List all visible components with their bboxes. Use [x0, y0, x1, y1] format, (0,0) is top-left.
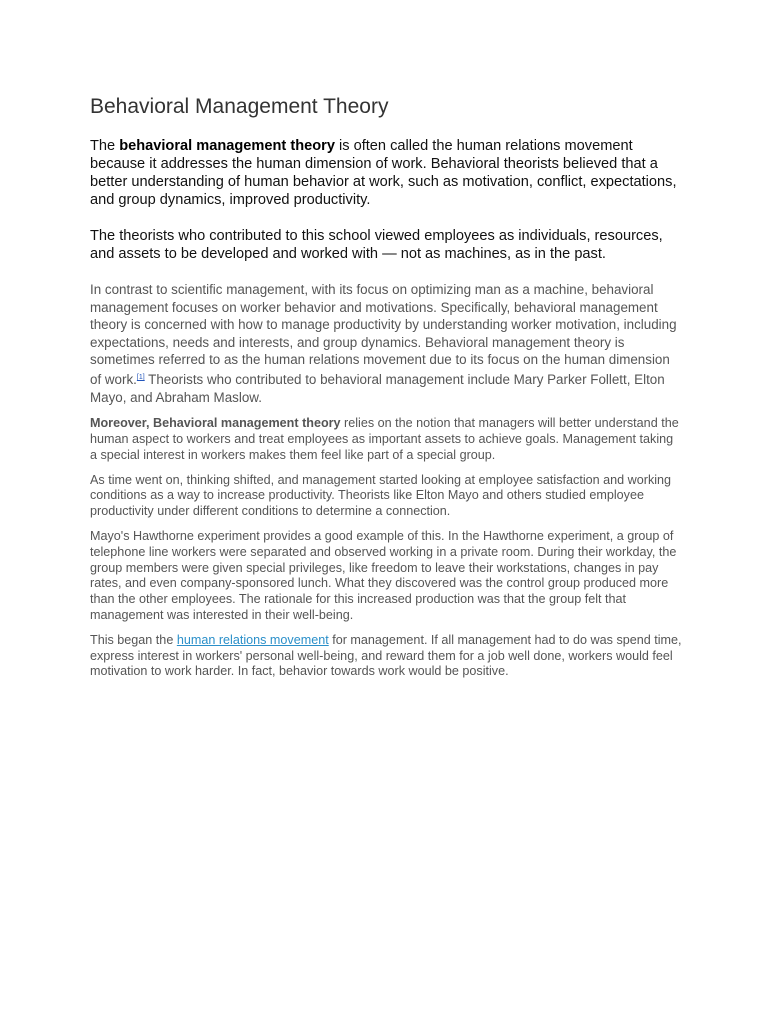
- intro-paragraph: [90, 137, 682, 209]
- intro-lead-text: The: [90, 138, 120, 154]
- moreover-paragraph: [90, 416, 682, 463]
- human-relations-link[interactable]: human relations movement: [176, 632, 329, 647]
- moreover-bold-text: Moreover, Behavioral management theory: [90, 416, 341, 431]
- hr-before-text: This began the: [90, 632, 177, 647]
- footnote-link[interactable]: [1]: [136, 373, 145, 381]
- theorists-paragraph: The theorists who contributed to this school viewed employees as individuals, resources, and assets to be developed and worked with — not as machines, as in the past.: [90, 228, 663, 262]
- contrast-paragraph: [90, 281, 682, 406]
- intro-bold-term: behavioral management theory: [119, 138, 335, 154]
- contrast-text-after: Theorists who contributed to behavioral management include Mary Parker Follett, Elton Mayo, and Abraham Maslow.: [90, 371, 665, 405]
- hr-after-text: for management. If all management had to do was spend time, express interest in workers' personal well-being, and reward them for a job well done, workers would feel motivation to work harder. In fact, behavior towards work would be positive.: [90, 632, 682, 679]
- document-page: [90, 93, 682, 689]
- shift-paragraph: As time went on, thinking shifted, and management started looking at employee satisfaction and working conditions as a way to increase productivity. Theorists like Elton Mayo and others studied employee productivity under different conditions to determine a connection.: [90, 472, 672, 519]
- contrast-text: In contrast to scientific management, with its focus on optimizing man as a machine, behavioral management focuses on worker behavior and motivations. Specifically, behavioral management theory is concerned with how to manage productivity by understanding worker motivation, including expectations, needs and interests, and group dynamics. Behavioral management theory is sometimes referred to as the human relations movement due to its focus on the human dimension of work.: [90, 282, 677, 387]
- intro-rest-text: is often called the human relations movement because it addresses the human dimension of work. Behavioral theorists believed that a better understanding of human behavior at work, such as motivation, conflict, expectations, and group dynamics, improved productivity.: [90, 138, 677, 208]
- hawthorne-paragraph: Mayo's Hawthorne experiment provides a good example of this. In the Hawthorne experiment, a group of telephone line workers were separated and observed working in a private room. During their workday, the group members were given special privileges, like freedom to leave their workstations, changes in pay rates, and even company-sponsored lunch. What they discovered was the control group produced more than the other employees. The rationale for this increased production was that the group felt that management was interested in their well-being.: [90, 528, 677, 622]
- human-relations-paragraph: [90, 633, 682, 680]
- page-title: Behavioral Management Theory: [90, 95, 389, 118]
- moreover-rest-text: relies on the notion that managers will better understand the human aspect to workers and treat employees as important assets to achieve goals. Management taking a special interest in workers makes them feel like part of a special group.: [90, 416, 679, 462]
